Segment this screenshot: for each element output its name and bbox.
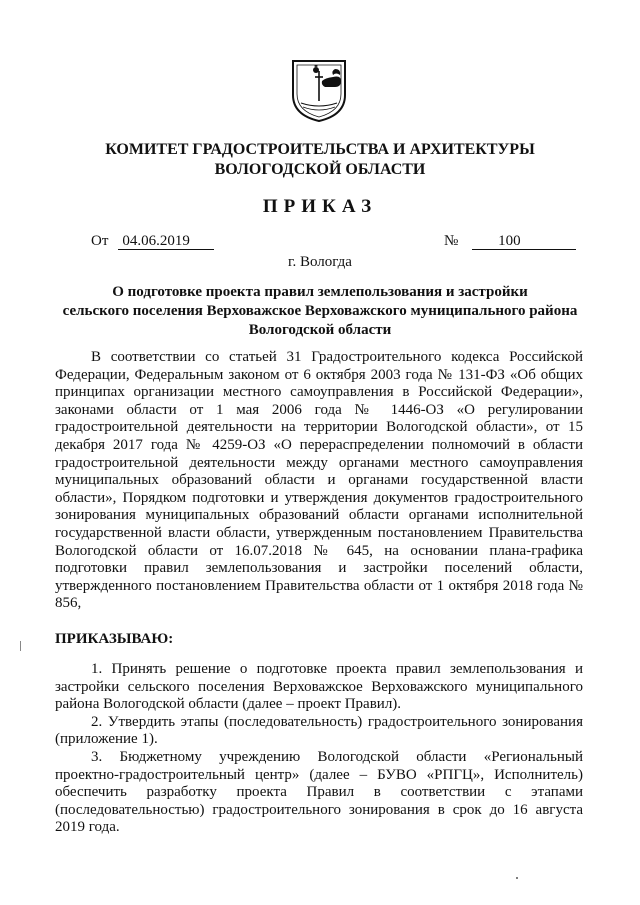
date-field bbox=[91, 233, 214, 250]
order-items bbox=[55, 661, 583, 837]
organization-line-2: ВОЛОГОДСКОЙ ОБЛАСТИ bbox=[214, 161, 426, 178]
preamble bbox=[55, 349, 583, 613]
city: г. Вологда bbox=[288, 254, 352, 270]
scan-speck bbox=[516, 877, 518, 879]
margin-mark bbox=[20, 641, 21, 651]
vologda-coat-of-arms-icon bbox=[289, 57, 349, 123]
subject-line-2: сельского поселения Верховажское Верховажского муниципального района bbox=[62, 303, 578, 319]
document-type: ПРИКАЗ bbox=[262, 196, 378, 217]
order-keyword: ПРИКАЗЫВАЮ: bbox=[55, 631, 174, 647]
subject-line-1: О подготовке проекта правил землепользования и застройки bbox=[112, 284, 528, 300]
number-field bbox=[444, 233, 576, 250]
organization-line-1: КОМИТЕТ ГРАДОСТРОИТЕЛЬСТВА И АРХИТЕКТУРЫ bbox=[105, 141, 535, 158]
order-item: 1. Принять решение о подготовке проекта правил землепользования и застройки сельского поселения Верховажское Верховажского муниципального района Вологодской области (далее – проект Правил). bbox=[55, 661, 583, 713]
order-item: 2. Утвердить этапы (последовательность) градостроительного зонирования (приложение 1). bbox=[55, 713, 583, 748]
number-value: 100 bbox=[472, 233, 576, 250]
preamble-text: В соответствии со статьей 31 Градостроительного кодекса Российской Федерации, Федеральным законом от 6 октября 2003 года № 131-ФЗ «Об общих принципах организации местного самоуправления в Российской Федерации», законами области от 1 мая 2006 года № 1446-ОЗ «О регулировании градостроительной деятельности на территории Вологодской области», от 15 декабря 2017 года № 4259-ОЗ «О перераспределении полномочий в области градостроительной деятельности между органами местного самоуправления муниципальных образований области и органами государственной власти области», Порядком подготовки и утверждения документов градостроительного зонирования муниципальных образований области органами исполнительной государственной власти области, утвержденным постановлением Правительства Вологодской области от 16.07.2018 № 645, на основании плана-графика подготовки правил землепользования и застройки поселений области, утвержденного постановлением Правительства области от 1 октября 2018 года № 856, bbox=[55, 349, 583, 612]
number-label: № bbox=[444, 233, 459, 249]
organization-name bbox=[0, 140, 640, 180]
order-subject bbox=[40, 283, 600, 340]
date-label: От bbox=[91, 233, 109, 249]
subject-line-3: Вологодской области bbox=[248, 322, 392, 338]
date-value: 04.06.2019 bbox=[118, 233, 214, 250]
order-item: 3. Бюджетному учреждению Вологодской области «Региональный проектно-градостроительный центр» (далее – БУВО «РПГЦ», Исполнитель) обеспечить разработку проекта Правил в соответствии с этапами (последовательностью) градостроительного зонирования в срок до 16 августа 2019 года. bbox=[55, 748, 583, 836]
